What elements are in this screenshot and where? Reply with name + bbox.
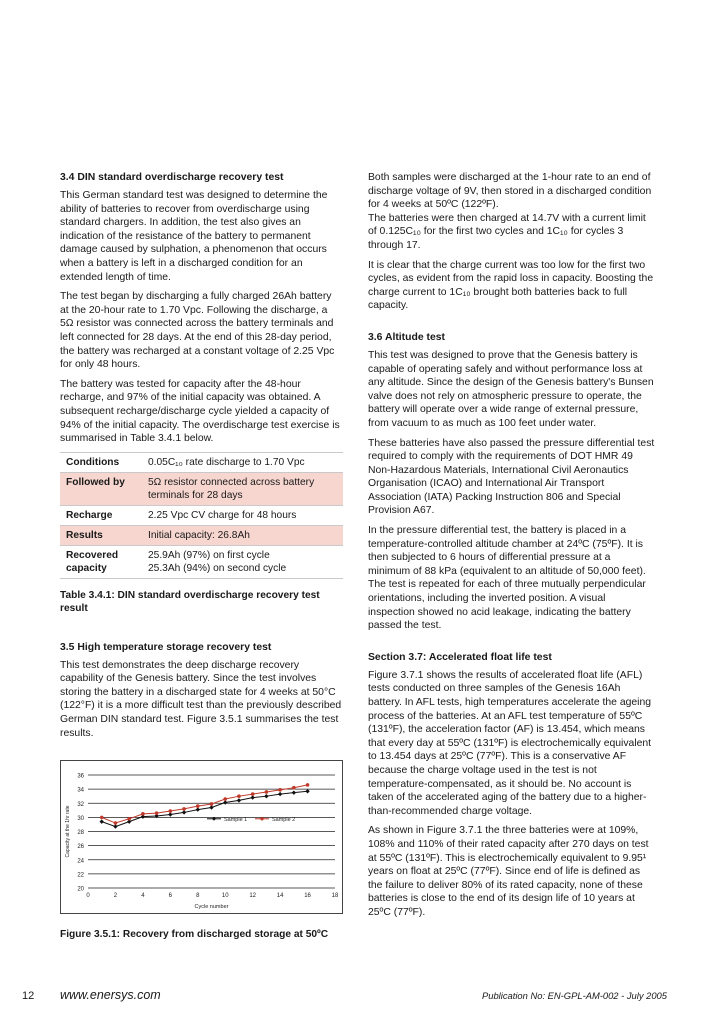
- y-tick-label: 22: [77, 872, 84, 879]
- legend-label: Sample 1: [224, 817, 248, 824]
- y-tick-label: 32: [77, 802, 84, 808]
- section-3-7-title: Section 3.7: Accelerated float life test: [368, 651, 552, 663]
- data-point: [292, 791, 296, 795]
- data-point: [278, 792, 282, 796]
- data-point: [305, 789, 309, 793]
- data-point: [278, 788, 282, 792]
- x-tick-label: 2: [113, 893, 118, 900]
- data-point: [250, 796, 254, 800]
- data-point: [169, 809, 173, 813]
- section-3-7-paragraph-2: As shown in Figure 3.7.1 the three batteries were at 109%, 108% and 110% of their rated capacity after 270 days on test at 55ºC (131ºF). This is electrochemically equivalent to 9.95¹ years on float at 25ºC (77ºF). Since end of life is defined as the failure to deliver 80% of its rated capacity, none of these batteries is close to the end of its design life of 10 years at 25ºC (77ºF).: [368, 825, 649, 918]
- table-key: Results: [60, 525, 142, 545]
- table-value: 25.9Ah (97%) on first cycle 25.3Ah (94%) on second cycle: [142, 545, 343, 578]
- data-point: [292, 786, 296, 790]
- data-point: [237, 795, 241, 799]
- x-tick-label: 0: [86, 893, 90, 900]
- table-key: Conditions: [60, 452, 142, 472]
- x-tick-label: 12: [249, 893, 257, 900]
- section-3-5-paragraph-1: This test demonstrates the deep discharge recovery capability of the Genesis battery. Since the test involves storing the battery in a discharged state for 4 weeks at 50°C (122°F) it is a more difficult test than the previously described German DIN standard test. Figure 3.5.1 summarises the test results.: [60, 659, 342, 739]
- table-key: Followed by: [60, 472, 142, 505]
- table-value: 0.05C₁₀ rate discharge to 1.70 Vpc: [142, 452, 343, 472]
- y-tick-label: 30: [77, 816, 84, 823]
- x-tick-label: 10: [221, 893, 229, 900]
- data-point: [223, 801, 227, 805]
- table-value: 2.25 Vpc CV charge for 48 hours: [142, 505, 343, 525]
- data-point: [168, 813, 172, 817]
- data-point: [223, 797, 227, 801]
- data-point: [100, 816, 104, 820]
- right-paragraph-1: Both samples were discharged at the 1-hour rate to an end of discharge voltage of 9V, then stored in a discharged condition for 4 weeks at 50ºC (122ºF). The batteries were then charged at 14.7V with a current limit of 0.125C₁₀ for the first two cycles and 1C₁₀ for cycles 3 through 17.: [368, 172, 652, 251]
- legend-marker: [260, 817, 263, 820]
- data-point: [306, 783, 310, 787]
- y-tick-label: 24: [77, 858, 84, 865]
- data-point: [141, 812, 145, 816]
- din-test-table: [60, 452, 343, 579]
- recovery-chart: [60, 760, 343, 914]
- data-point: [182, 810, 186, 814]
- left-column: [60, 171, 343, 955]
- data-point: [209, 806, 213, 810]
- table-value: Initial capacity: 26.8Ah: [142, 525, 343, 545]
- y-tick-label: 36: [77, 773, 84, 780]
- table-key: Recovered capacity: [60, 545, 142, 578]
- table-caption: Table 3.4.1: DIN standard overdischarge recovery test result: [60, 589, 320, 614]
- table-row: [60, 545, 343, 578]
- y-tick-label: 20: [77, 886, 84, 893]
- y-tick-label: 28: [77, 830, 84, 837]
- table-key: Recharge: [60, 505, 142, 525]
- section-3-4-paragraph-2: The test began by discharging a fully charged 26Ah battery at the 20-hour rate to 1.70 Vpc. Following the discharge, a 5Ω resistor was connected across the battery terminals and left connected for 28 days. At the end of this 28-day period, the battery was recharged at a constant voltage of 2.25 Vpc for only 48 hours.: [60, 291, 335, 371]
- section-3-6-paragraph-3: In the pressure differential test, the battery is placed in a temperature-controlled altitude chamber at 24ºC (75ºF). It is then subjected to 6 hours of differential pressure at a minimum of 88 kPa (equivalent to an altitude of 50,000 feet). The test is repeated for each of three mutually perpendicular orientations, including the inverted position. A visual inspection showed no acid leakage, indicating the battery passed the test.: [368, 525, 646, 632]
- y-tick-label: 26: [77, 844, 84, 851]
- section-3-7-paragraph-1: Figure 3.7.1 shows the results of accelerated float life (AFL) tests conducted on three samples of the Genesis 16Ah battery. In AFL tests, high temperatures accelerate the ageing process of the batteries. At an AFL test temperature of 55ºC (131ºF), the acceleration factor (AF) is 13.454, which means that every day at 55ºC (131ºF) is electrochemically equivalent to 13.454 days at 25ºC (77ºF). This is a conservative AF because the charge voltage used in the test is not temperature-compensated, as it should be. No account is taken of the accelerated aging of the battery due to a higher-than-recommended charge voltage.: [368, 669, 652, 817]
- x-tick-label: 8: [196, 893, 200, 900]
- data-point: [264, 794, 268, 798]
- right-paragraph-2: It is clear that the charge current was too low for the first two cycles, as evident from the rapid loss in capacity. Boosting the charge current to 1C₁₀ brought both batteries back to full capacity.: [368, 259, 654, 312]
- y-axis-label: Capacity at the 1hr rate: [65, 805, 71, 858]
- data-point: [182, 807, 186, 811]
- section-3-5-title: 3.5 High temperature storage recovery test: [60, 641, 272, 653]
- data-point: [100, 820, 104, 824]
- data-point: [196, 808, 200, 812]
- x-tick-label: 6: [168, 893, 173, 900]
- data-point: [251, 793, 255, 797]
- figure-caption: Figure 3.5.1: Recovery from discharged storage at 50ºC: [60, 929, 329, 941]
- section-3-6-paragraph-1: This test was designed to prove that the Genesis battery is capable of operating safely and without performance loss at any altitude. Since the design of the Genesis battery's Bunsen valve does not rely on atmospheric pressure to operate, the battery will operate over a wide range of external pressure, from vacuum to as much as 100 feet under water.: [368, 349, 654, 429]
- x-tick-label: 4: [141, 893, 145, 900]
- section-3-6-paragraph-2: These batteries have also passed the pressure differential test required to comply with the requirements of DOT HMR 49 Non-Hazardous Materials, International Civil Aeronautics Organisation (ICAO) and International Air Transport Association (IATA) Packing Instruction 806 and Special Provision A67.: [368, 437, 655, 517]
- table-value: 5Ω resistor connected across battery terminals for 28 days: [142, 472, 343, 505]
- table-row: [60, 505, 343, 525]
- section-3-4-paragraph-3: The battery was tested for capacity after the 48-hour recharge, and 97% of the initial capacity was obtained. A subsequent recharge/discharge cycle yielded a capacity of 94% of the initial capacity. The overdischarge test exercise is summarised in Table 3.4.1 below.: [60, 378, 340, 445]
- x-axis-label: Cycle number: [194, 904, 229, 911]
- right-column: [368, 171, 655, 926]
- legend-label: Sample 2: [272, 817, 296, 824]
- data-point: [210, 802, 214, 806]
- y-tick-label: 34: [77, 787, 84, 794]
- data-point: [155, 812, 159, 816]
- section-3-6-title: 3.6 Altitude test: [368, 331, 445, 343]
- data-point: [114, 821, 118, 825]
- data-point: [127, 817, 131, 821]
- recovery-chart-svg: [61, 761, 342, 913]
- x-tick-label: 14: [276, 893, 284, 900]
- data-point: [265, 790, 269, 794]
- publication-number: Publication No: EN-GPL-AM-002 - July 2005: [482, 990, 667, 1001]
- data-point: [237, 798, 241, 802]
- x-tick-label: 16: [304, 893, 311, 900]
- table-row: [60, 525, 343, 545]
- data-point: [113, 825, 117, 829]
- page-number: 12: [22, 990, 35, 1002]
- x-tick-label: 18: [331, 893, 339, 900]
- table-row: [60, 472, 343, 505]
- data-point: [196, 805, 200, 809]
- section-3-4-paragraph-1: This German standard test was designed to determine the ability of batteries to recover from overdischarge using standard chargers. In addition, the test also gives an indication of the resistance of the battery to permanent damage caused by sulphation, a phenomenon that occurs when a battery is left in a discharged condition for an extended length of time.: [60, 190, 328, 283]
- table-row: [60, 452, 343, 472]
- website-url: www.enersys.com: [60, 988, 161, 1002]
- section-3-4-title: 3.4 DIN standard overdischarge recovery test: [60, 172, 284, 183]
